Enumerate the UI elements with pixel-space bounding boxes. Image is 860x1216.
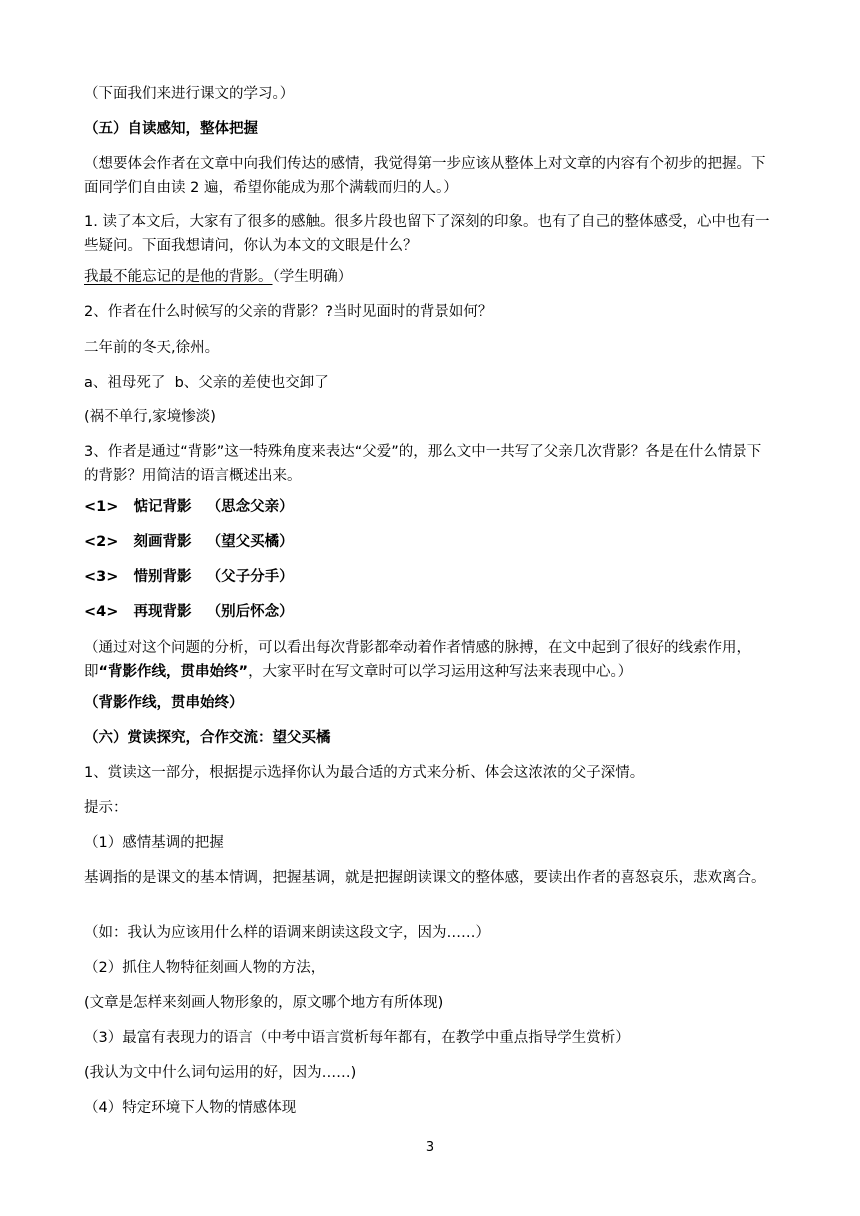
hint-2: （2）抓住人物特征刻画人物的方法， <box>84 960 326 976</box>
hint-1-example: （如：我认为应该用什么样的语调来朗读这段文字，因为……） <box>84 925 490 941</box>
answer-3-item-1: <1> 惦记背影 （思念父亲） <box>84 499 294 515</box>
hint-3-example: (我认为文中什么词句运用的好，因为……) <box>84 1065 357 1081</box>
answer-2-background: a、祖母死了 b、父亲的差使也交卸了 <box>84 375 329 391</box>
question-3: 3、作者是通过“背影”这一特殊角度来表达“父爱”的，那么文中一共写了父亲几次背影？各是在什么情景下的背影？用简洁的语言概述出来。 <box>84 444 762 484</box>
hint-4: （4）特定环境下人物的情感体现 <box>84 1100 297 1116</box>
answer-3-item-4: <4> 再现背影 （别后怀念） <box>84 604 294 620</box>
answer-2-time: 二年前的冬天,徐州。 <box>84 340 220 356</box>
answer-2-summary: (祸不单行,家境惨淡) <box>84 409 216 425</box>
analysis-text-1: （通过对这个问题的分析，可以看出每次背影都牵动着作者情感的脉搏，在文中起到了很好的线索作用，即 <box>84 640 751 680</box>
section-heading-5: （五）自读感知，整体把握 <box>84 121 258 137</box>
question-2: 2、作者在什么时候写的父亲的背影？?当时见面时的背景如何？ <box>84 304 493 320</box>
answer-3-item-3: <3> 惜别背影 （父子分手） <box>84 569 294 585</box>
hint-1: （1）感情基调的把握 <box>84 835 224 851</box>
analysis-paragraph <box>84 636 774 684</box>
answer-1-underlined: 我最不能忘记的是他的背影。 <box>84 269 273 285</box>
task-1: 1、赏读这一部分，根据提示选择你认为最合适的方式来分析、体会这浓浓的父子深情。 <box>84 765 645 781</box>
paragraph-intro: （下面我们来进行课文的学习。） <box>84 86 295 102</box>
hint-3: （3）最富有表现力的语言（中考中语言赏析每年都有，在教学中重点指导学生赏析） <box>84 1030 630 1046</box>
answer-3-item-2: <2> 刻画背影 （望父买橘） <box>84 534 294 550</box>
section-heading-6: （六）赏读探究，合作交流：望父买橘 <box>84 730 331 746</box>
analysis-text-2: ，大家平时在写文章时可以学习运用这种写法来表现中心。） <box>248 664 633 680</box>
paragraph-reading-guide: （想要体会作者在文章中向我们传达的感情，我觉得第一步应该从整体上对文章的内容有个初步的把握。下面同学们自由读 2 遍，希望你能成为那个满载而归的人。） <box>84 156 766 196</box>
question-1: 1. 读了本文后，大家有了很多的感触。很多片段也留下了深刻的印象。也有了自己的整体感受，心中也有一些疑问。下面我想请问，你认为本文的文眼是什么？ <box>84 214 770 254</box>
page-number: 3 <box>425 1140 435 1155</box>
answer-1 <box>84 265 774 289</box>
summary-heading: （背影作线，贯串始终） <box>84 695 244 711</box>
answer-1-note: （学生明确） <box>272 269 353 285</box>
hint-label: 提示： <box>84 800 128 816</box>
hint-1-explanation: 基调指的是课文的基本情调，把握基调，就是把握朗读课文的整体感，要读出作者的喜怒哀乐，悲欢离合。 <box>84 870 766 886</box>
hint-2-example: (文章是怎样来刻画人物形象的，原文哪个地方有所体现) <box>84 995 444 1011</box>
analysis-emphasis: “背影作线，贯串始终” <box>98 664 249 680</box>
